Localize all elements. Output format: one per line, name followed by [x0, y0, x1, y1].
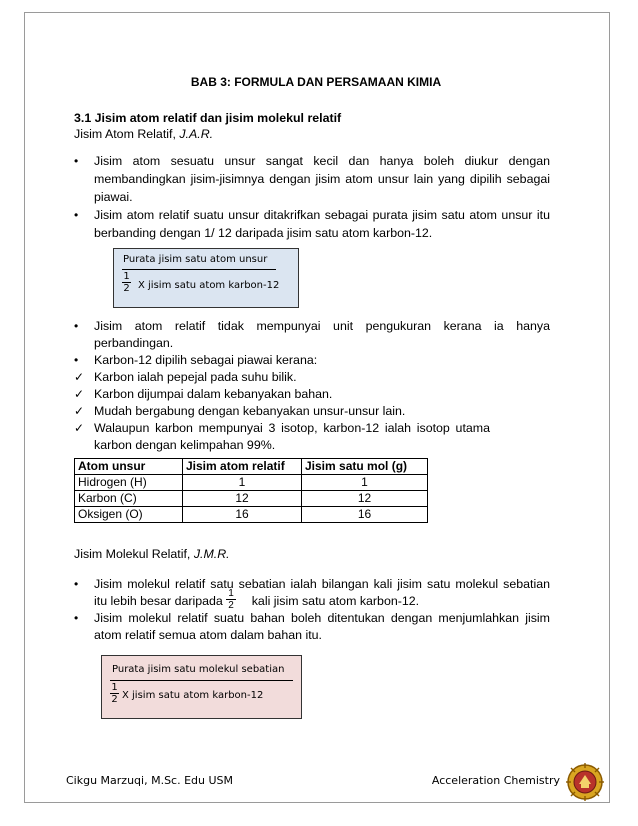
table-cell: Karbon (C): [75, 491, 183, 507]
subheading-jmr: Jisim Molekul Relatif, J.M.R.: [74, 547, 230, 561]
section-title: 3.1 Jisim atom relatif dan jisim molekul relatif: [74, 111, 342, 125]
table-row: [75, 491, 428, 507]
table-cell: 16: [183, 507, 302, 523]
formula-denominator: X jisim satu atom karbon-12: [138, 280, 280, 291]
table-cell: 12: [183, 491, 302, 507]
fraction-bar: [110, 680, 293, 681]
table-cell: 16: [302, 507, 428, 523]
bullet-icon: [74, 576, 88, 593]
bullet-list-b: [74, 318, 550, 454]
list-item: • Karbon-12 dipilih sebagai piawai kerana:: [74, 352, 550, 369]
table-cell: 12: [302, 491, 428, 507]
jar-formula-box: [113, 248, 299, 308]
list-item: • Jisim molekul relatif satu sebatian ialah bilangan kali jisim satu molekul sebatian itu lebih besar daripada kali jisim satu atom karbon-12. $\frac{1}{2}$: [74, 576, 550, 610]
crest-logo-icon: [565, 762, 605, 802]
list-item: • Jisim molekul relatif suatu bahan boleh ditentukan dengan menjumlahkan jisim atom relatif semua atom dalam bahan itu.: [74, 610, 550, 644]
table-cell: Hidrogen (H): [75, 475, 183, 491]
list-item: ✓ Karbon dijumpai dalam kebanyakan bahan.: [74, 387, 333, 401]
table-cell: 1: [183, 475, 302, 491]
section-heading: [74, 110, 558, 142]
column-header: Atom unsur: [75, 459, 183, 475]
checkmark-icon: ✓: [74, 370, 85, 384]
footer-title: Acceleration Chemistry: [431, 774, 560, 787]
one-half-fraction: $\frac{1}{2}$: [123, 271, 130, 294]
bullet-list-a: [74, 152, 550, 242]
bullet-icon: [74, 610, 88, 627]
table-cell: 1: [302, 475, 428, 491]
bullet-icon: [74, 318, 88, 335]
column-header: Jisim satu mol (g): [302, 459, 428, 475]
checkmark-icon: ✓: [74, 404, 85, 418]
table-row: [75, 507, 428, 523]
list-item: • Jisim atom relatif tidak mempunyai unit pengukuran kerana ia hanya perbandingan.: [74, 318, 550, 352]
subheading-jar: Jisim Atom Relatif, J.A.R.: [74, 127, 214, 141]
formula-numerator: Purata jisim satu atom unsur: [123, 254, 268, 265]
table-row: [75, 475, 428, 491]
fraction-bar: [122, 269, 276, 270]
list-item: ✓ Walaupun karbon mempunyai 3 isotop, karbon-12 ialah isotop utama karbon dengan kelimpahan 99%.: [74, 421, 490, 452]
bullet-icon: [74, 152, 88, 170]
page-title: BAB 3: FORMULA DAN PERSAMAAN KIMIA: [190, 75, 442, 89]
footer-author: Cikgu Marzuqi, M.Sc. Edu USM: [66, 774, 234, 787]
formula-numerator: Purata jisim satu molekul sebatian: [112, 664, 285, 675]
bullet-icon: [74, 352, 88, 369]
bullet-list-c: [74, 576, 550, 644]
checkmark-icon: ✓: [74, 421, 85, 435]
formula-denominator: X jisim satu atom karbon-12: [122, 690, 264, 701]
bullet-icon: [74, 206, 88, 224]
list-item: ✓ Karbon ialah pepejal pada suhu bilik.: [74, 370, 297, 384]
table-header-row: [75, 459, 428, 475]
one-half-fraction: $\frac{1}{2}$: [226, 588, 236, 611]
list-item: ✓ Mudah bergabung dengan kebanyakan unsur-unsur lain.: [74, 404, 406, 418]
table-cell: Oksigen (O): [75, 507, 183, 523]
list-item: • Jisim atom relatif suatu unsur ditakrifkan sebagai purata jisim satu atom unsur itu berbanding dengan 1/ 12 daripada jisim satu atom karbon-12.: [74, 206, 550, 242]
relative-mass-table: [74, 458, 428, 523]
one-half-fraction: $\frac{1}{2}$: [111, 682, 118, 705]
list-item: • Jisim atom sesuatu unsur sangat kecil dan hanya boleh diukur dengan membandingkan jisim-jisimnya dengan jisim atom unsur lain yang dipilih sebagai piawai.: [74, 152, 550, 206]
column-header: Jisim atom relatif: [183, 459, 302, 475]
jmr-formula-box: [101, 655, 302, 719]
checkmark-icon: ✓: [74, 387, 85, 401]
